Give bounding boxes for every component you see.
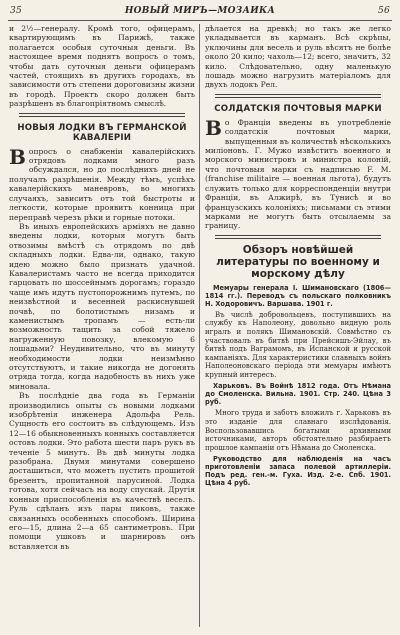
bibliography-entry: Руководство для наблюденія на часъ приготовленіи запаса полевой артиллеріи. Подъ ред. ген.-м. Гуха. Изд. 2-е. Спб. 1901. Цѣна 4 руб. bbox=[205, 455, 391, 488]
right-column bbox=[205, 24, 391, 490]
paragraph: дѣлается на древкѣ; но такъ же легко укладывается въ карманъ. Всѣ скрѣпы, уключины для весель и руль вѣсятъ не болѣе около 20 кило; чахоль—12; всего, значитъ, 32 кило. Слѣдовательно, одну маленькую лошадь можно нагрузить матеріаломъ для двухъ лодокъ Рел. bbox=[205, 24, 391, 90]
paragraph: Много труда и заботъ вложилъ г. Харьковъ въ это изданіе для славнаго изслѣдованія. Воспользовавшись богатыми архивными источниками, авторъ обстоятельно разбираетъ прошлое кампаніи отъ Нѣмана до Смоленска. bbox=[205, 409, 391, 452]
left-column bbox=[9, 24, 195, 551]
paragraph-text: о Франціи введены въ употребленіе солдатскія почтовыя марки, выпущенныя въ количествѣ нѣсколькихъ миліоновъ. Г. Мужо извѣститъ военного и морского министровъ и министра колоній, что почтовыя марки съ надписью F. M. (franchise militaire — военная льгота), будутъ служить только для корреспонденціи внутри Франціи, въ Алжирѣ, въ Тунисѣ и во французскихъ колоніяхъ; письмами съ этими марками не могутъ быть отсылаемы за границу. bbox=[205, 117, 391, 231]
paragraph-text: опросъ о снабженіи кавалерійскихъ отрядовъ лодками много разъ обсуждался, но до послѣднихъ дней не получалъ разрѣшенія. Между тѣмъ, успѣхъ кавалерійскихъ маневровъ, во многихъ случаяхъ, зависитъ отъ той быстроты и легкости, которые проявитъ конница при переправѣ черезъ рѣки и горные потоки. bbox=[9, 146, 195, 222]
column-divider bbox=[199, 24, 200, 627]
drop-cap: В bbox=[9, 144, 26, 169]
page-header bbox=[10, 6, 390, 20]
paragraph bbox=[205, 115, 391, 231]
section-divider bbox=[215, 235, 381, 239]
running-title: НОВЫЙ МИРЪ—МОЗАИКА bbox=[124, 6, 276, 16]
paragraph: Въ послѣдніе два года въ Германіи производились опыты съ новыми лодками изобрѣтенія инженера Адольфа Рель. Сущность его состоитъ въ слѣдующемъ. Изъ 12—16 обыкновенныхъ конныхъ составляется остовъ лодки. Это работа шести паръ рукъ въ теченіе 5 минутъ. Въ двѣ минуты лодка разобрана. Двумя минутами совершено досташиться, что можетъ пустить прошитой брезентъ, пропитанной парусиной. Лодка готова, хотя сейчасъ на воду спускай. Другія конныя приспособленія въ качествѣ веселъ. Руль сдѣланъ изъ пары пиковъ, также связанныхъ особенныхъ способомъ. Ширина его—15, длина 2—а 65 сантиметровъ. При помощи ушковъ и шарнировъ онъ вставляется въ bbox=[9, 391, 195, 551]
review-heading: Обзоръ новѣйшей литературы по военному и морскому дѣлу bbox=[216, 243, 380, 280]
paragraph: и 2½—генералу. Кромѣ того, офицерамъ, квартирующимъ въ Парижѣ, также полагается особыя суточныя деньги. Въ настоящее время поднятъ вопросъ о томъ, чтобы дать суточныя деньги офицерамъ частей, стоящихъ въ другихъ городахъ, въ зависимости отъ степени дороговизны жизни въ городѣ. Проектъ скоро должен быть разрѣшенъ въ благопріятномъ смыслѣ. bbox=[9, 24, 195, 109]
section-heading: СОЛДАТСКІЯ ПОЧТОВЫЯ МАРКИ bbox=[214, 103, 382, 114]
page-number-left: 35 bbox=[10, 6, 23, 16]
bibliography-entry: Харьковъ. Въ Войнѣ 1812 года. Отъ Нѣмана до Смоленска. Вильна. 1901. Стр. 240. Цѣна 3 руб. bbox=[205, 382, 391, 407]
section-divider bbox=[19, 113, 185, 117]
section-divider bbox=[215, 94, 381, 98]
drop-cap: В bbox=[205, 115, 222, 140]
section-heading: НОВЫЯ ЛОДКИ ВЪ ГЕРМАНСКОЙ КАВАЛЕРІИ bbox=[17, 122, 187, 143]
header-rule bbox=[8, 20, 392, 21]
paragraph: Въ иныхъ европейскихъ арміяхъ не давно введены лодки, которыя могутъ быть отвозимы вмѣстѣ съ отрядомъ по двѣ складныхъ лодки. Едва-ли, однако, такую идею можно было признать удачной. Кавалеристамъ часто не всегда приходится гарцовать по шоссейнымъ дорогамъ; гораздо чаще имъ идутъ пустопорожнимъ путемъ, по неизвѣстной и весенней раскиснувшей почвѣ, по болотистымъ низамъ и каменистымъ тропамъ — есть-ли возможность тащить за собой тяжело нагруженную повозку, влекомую 6 лошадьми? Неудивительно, что въ минуту необходимости лодки неизмѣнно отсутствуютъ, и такие никогда не догонять отряда тогда, когда надобность въ нихъ уже миновала. bbox=[9, 221, 195, 391]
paragraph: Въ числѣ добровольцевъ, поступившихъ на службу къ Наполеону, довольно видную роль игралъ и полякъ Шимановскій. Совмѣстно съ участвовалъ въ битвѣ при Прейсишъ-Эйлау, въ битвѣ подъ Ваграмомъ, въ Испанской и русской кампаніяхъ. Для характеристики славныхъ войнъ Наполеоновскаго періода эти мемуары имѣютъ крупный интересъ. bbox=[205, 310, 391, 379]
page-number-right: 56 bbox=[377, 6, 390, 16]
bibliography-entry: Мемуары генерала І. Шимановскаго (1806—1814 гг.). Переводъ съ польскаго полковникъ Н. Ходоровичъ. Варшава. 1901 г. bbox=[205, 283, 391, 308]
paragraph bbox=[9, 144, 195, 222]
